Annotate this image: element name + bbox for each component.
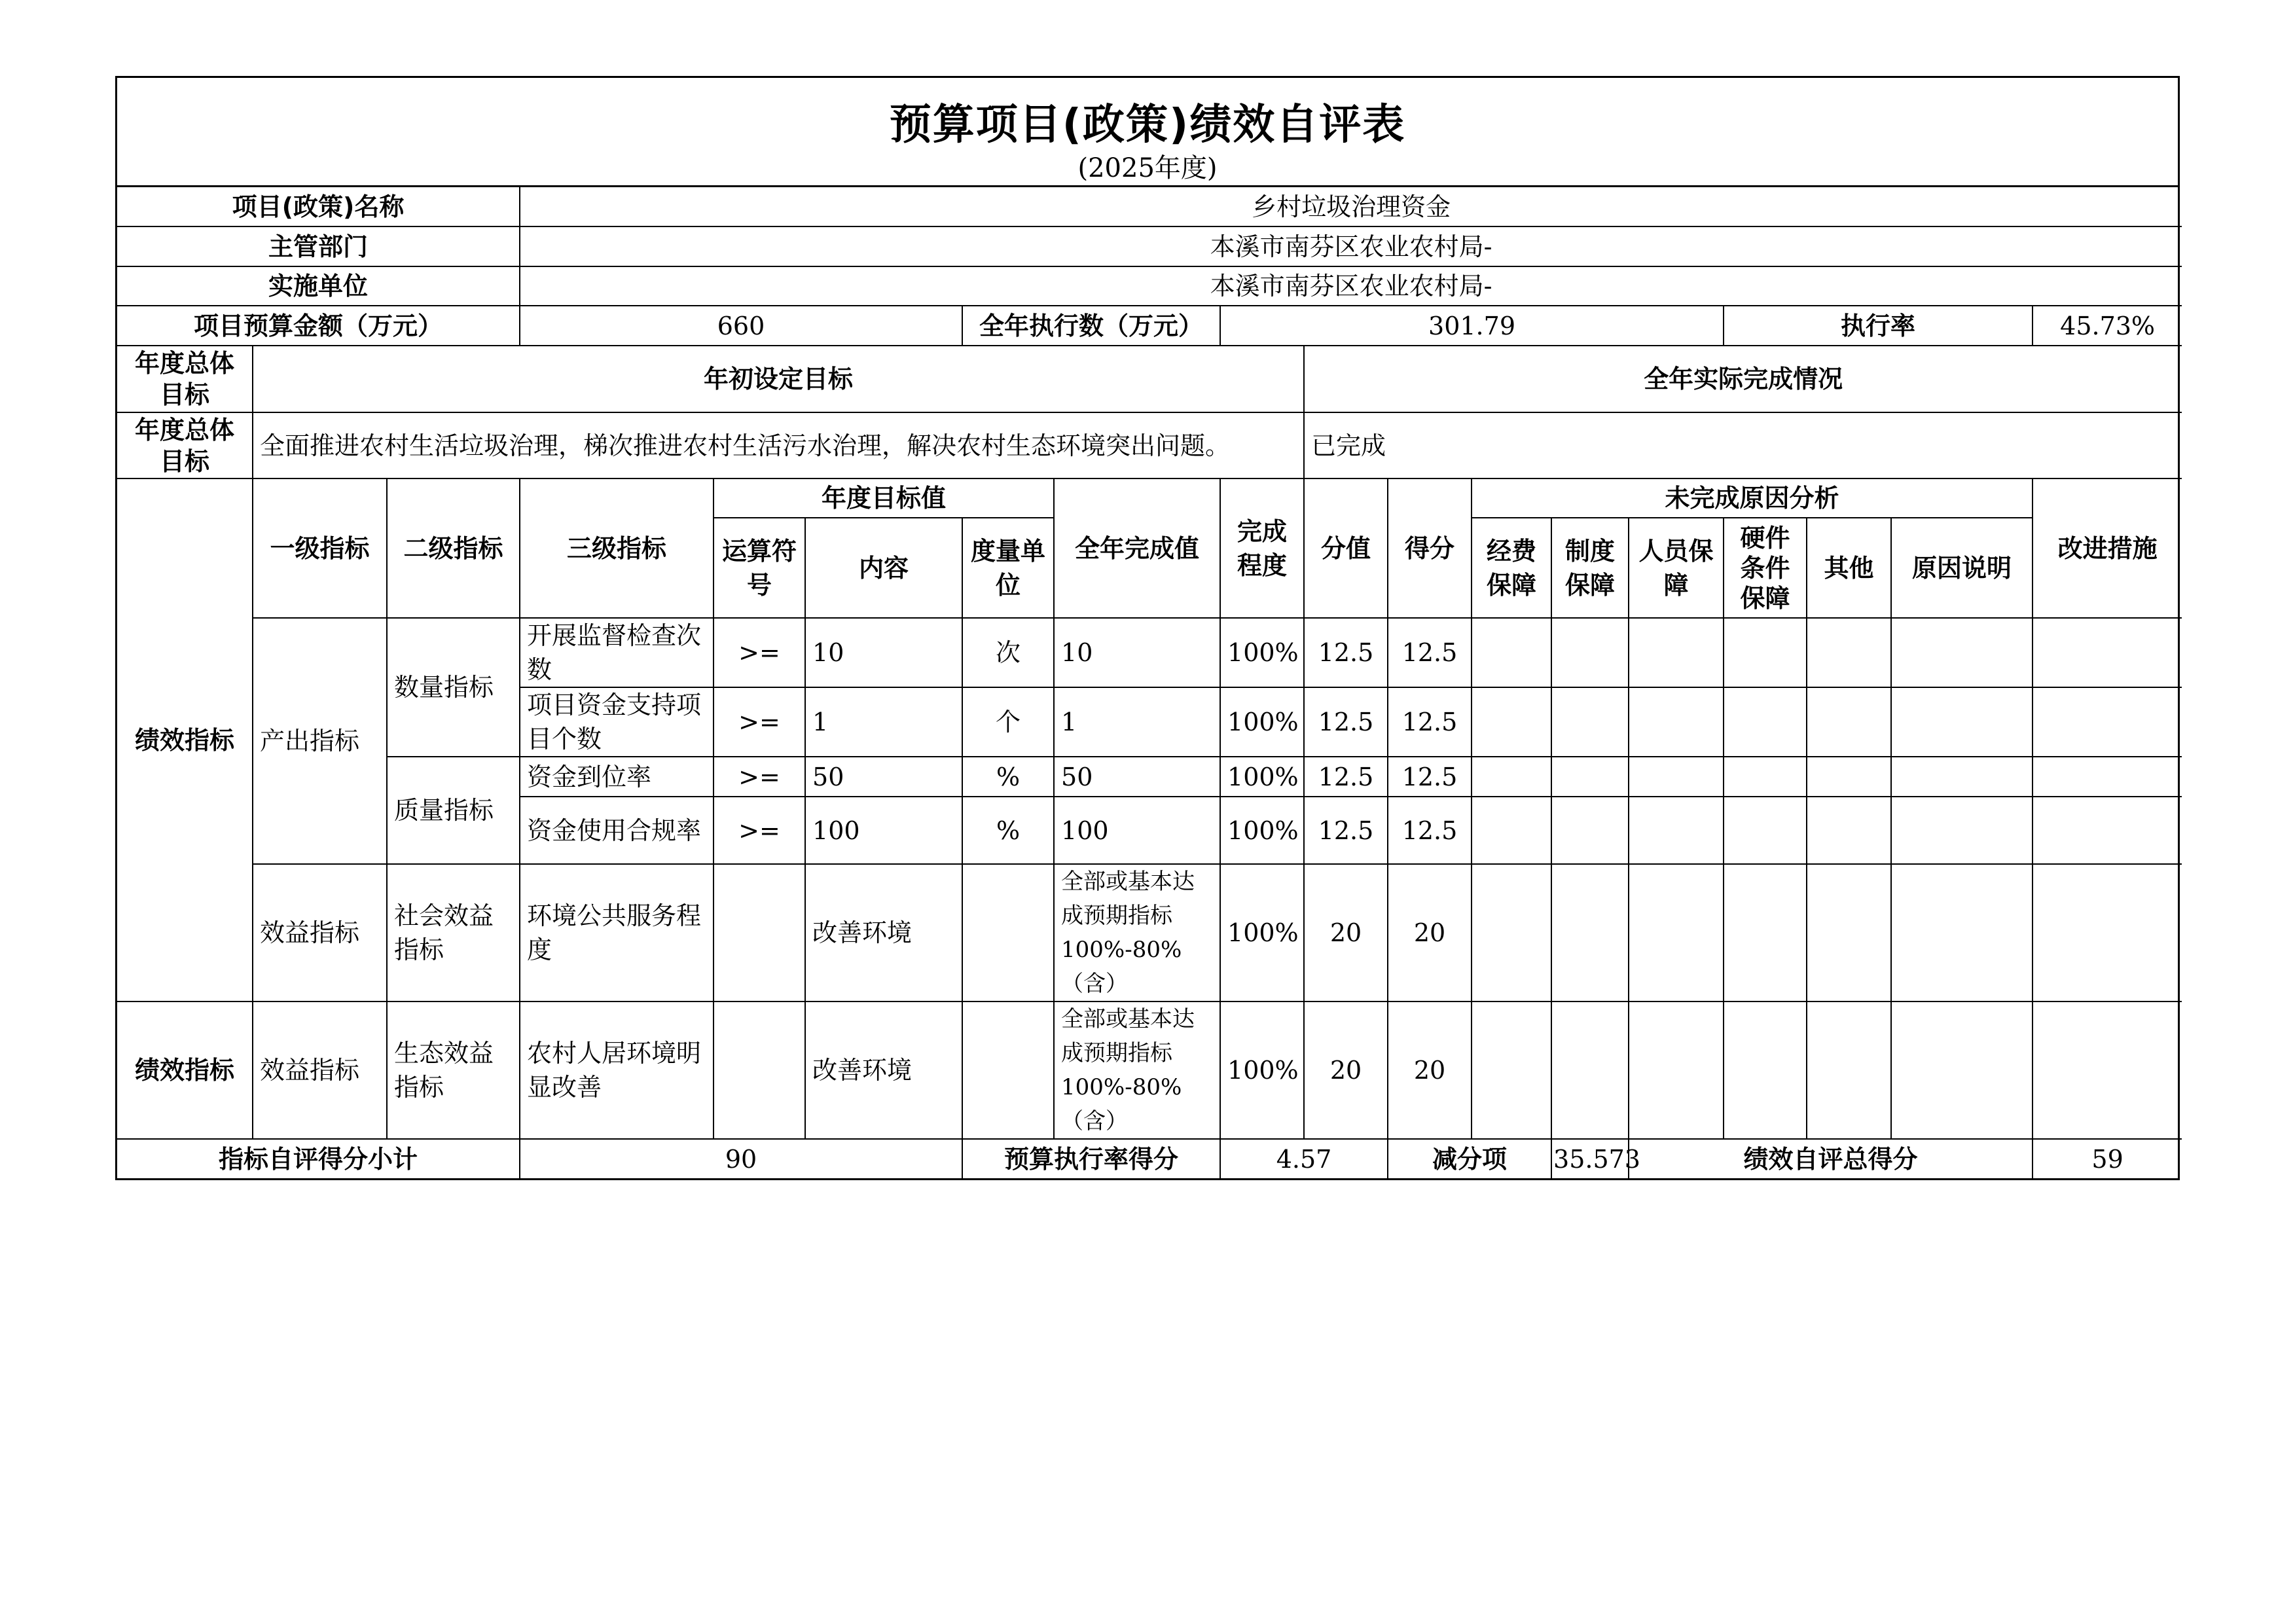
header-annual-target: 年度目标值: [714, 478, 1054, 518]
points-cell: 12.5: [1304, 797, 1388, 864]
degree-cell: 100%: [1220, 797, 1304, 864]
actual-cell: 50: [1054, 757, 1220, 797]
degree-cell: 100%: [1220, 1001, 1304, 1139]
content-cell: 100: [805, 797, 962, 864]
exec-score-label: 预算执行率得分: [962, 1139, 1220, 1178]
header-funding: 经费保障: [1472, 518, 1551, 618]
actual-cell: 全部或基本达成预期指标100%-80%（含）: [1054, 864, 1220, 1001]
operator-cell: >=: [714, 618, 805, 687]
header-level1: 一级指标: [253, 478, 387, 618]
perf-indicator-label-2: 绩效指标: [117, 1001, 253, 1139]
header-score: 得分: [1388, 478, 1472, 618]
points-cell: 12.5: [1304, 618, 1388, 687]
level3-cell: 环境公共服务程度: [520, 864, 714, 1001]
exec-label: 全年执行数（万元）: [962, 306, 1220, 346]
deduct-label: 减分项: [1388, 1139, 1551, 1178]
goal-label-2: 年度总体目标: [117, 412, 253, 478]
level3-cell: 开展监督检查次数: [520, 618, 714, 687]
score-cell: 12.5: [1388, 687, 1472, 757]
subtotal-value: 90: [520, 1139, 962, 1178]
table-row: [117, 1001, 2182, 1139]
evaluation-table: [117, 187, 2182, 1178]
unit-cell: 个: [962, 687, 1054, 757]
header-improve: 改进措施: [2033, 478, 2182, 618]
actual-cell: 100: [1054, 797, 1220, 864]
exec-value: 301.79: [1220, 306, 1724, 346]
degree-cell: 100%: [1220, 618, 1304, 687]
unit-label: 实施单位: [117, 266, 520, 306]
header-personnel: 人员保障: [1629, 518, 1724, 618]
operator-cell: [714, 864, 805, 1001]
rate-value: 45.73%: [2033, 306, 2182, 346]
form-title: 预算项目(政策)绩效自评表: [889, 101, 1406, 149]
points-cell: 20: [1304, 1001, 1388, 1139]
level2-cell: 生态效益指标: [387, 1001, 520, 1139]
level1-cell: 效益指标: [253, 864, 387, 1001]
score-cell: 12.5: [1388, 618, 1472, 687]
header-degree: 完成程度: [1220, 478, 1304, 618]
points-cell: 12.5: [1304, 687, 1388, 757]
unit-cell: [962, 864, 1054, 1001]
actual-cell: 全部或基本达成预期指标100%-80%（含）: [1054, 1001, 1220, 1139]
dept-label: 主管部门: [117, 226, 520, 266]
unit-cell: [962, 1001, 1054, 1139]
operator-cell: >=: [714, 757, 805, 797]
level2-cell: 数量指标: [387, 618, 520, 757]
header-reasons: 未完成原因分析: [1472, 478, 2033, 518]
unit-cell: 次: [962, 618, 1054, 687]
actual-cell: 1: [1054, 687, 1220, 757]
score-cell: 20: [1388, 864, 1472, 1001]
goal-set-text: 全面推进农村生活垃圾治理，梯次推进农村生活污水治理，解决农村生态环境突出问题。: [253, 412, 1304, 478]
budget-value: 660: [520, 306, 962, 346]
unit-value: 本溪市南芬区农业农村局-: [520, 266, 2182, 306]
level2-cell: 质量指标: [387, 757, 520, 864]
goal-set-header: 年初设定目标: [253, 346, 1304, 412]
evaluation-form: [115, 76, 2180, 1180]
header-points: 分值: [1304, 478, 1388, 618]
degree-cell: 100%: [1220, 687, 1304, 757]
unit-cell: %: [962, 797, 1054, 864]
rate-label: 执行率: [1724, 306, 2033, 346]
unit-cell: %: [962, 757, 1054, 797]
degree-cell: 100%: [1220, 864, 1304, 1001]
header-hardware: 硬件条件保障: [1724, 518, 1807, 618]
degree-cell: 100%: [1220, 757, 1304, 797]
operator-cell: >=: [714, 797, 805, 864]
title-block: [117, 78, 2178, 187]
goal-actual-header: 全年实际完成情况: [1304, 346, 2182, 412]
goal-actual-text: 已完成: [1304, 412, 2182, 478]
project-name-value: 乡村垃圾治理资金: [520, 187, 2182, 226]
budget-label: 项目预算金额（万元）: [117, 306, 520, 346]
form-year: (2025年度): [1077, 153, 1218, 183]
header-explain: 原因说明: [1891, 518, 2033, 618]
content-cell: 改善环境: [805, 1001, 962, 1139]
header-level2: 二级指标: [387, 478, 520, 618]
header-content: 内容: [805, 518, 962, 618]
score-cell: 20: [1388, 1001, 1472, 1139]
content-cell: 1: [805, 687, 962, 757]
level1-cell: 效益指标: [253, 1001, 387, 1139]
actual-cell: 10: [1054, 618, 1220, 687]
header-actual: 全年完成值: [1054, 478, 1220, 618]
total-value: 59: [2033, 1139, 2182, 1178]
subtotal-label: 指标自评得分小计: [117, 1139, 520, 1178]
operator-cell: >=: [714, 687, 805, 757]
table-row: [117, 757, 2182, 797]
level3-cell: 项目资金支持项目个数: [520, 687, 714, 757]
header-other: 其他: [1807, 518, 1891, 618]
content-cell: 10: [805, 618, 962, 687]
level3-cell: 资金使用合规率: [520, 797, 714, 864]
content-cell: 50: [805, 757, 962, 797]
level1-cell: 产出指标: [253, 618, 387, 864]
total-label: 绩效自评总得分: [1629, 1139, 2033, 1178]
header-operator: 运算符号: [714, 518, 805, 618]
goal-label: 年度总体目标: [117, 346, 253, 412]
operator-cell: [714, 1001, 805, 1139]
dept-value: 本溪市南芬区农业农村局-: [520, 226, 2182, 266]
header-system: 制度保障: [1551, 518, 1629, 618]
table-row: [117, 618, 2182, 687]
score-cell: 12.5: [1388, 757, 1472, 797]
deduct-value: 35.573: [1551, 1139, 1629, 1178]
perf-indicator-label: 绩效指标: [117, 478, 253, 1001]
table-row: [117, 864, 2182, 1001]
score-cell: 12.5: [1388, 797, 1472, 864]
header-level3: 三级指标: [520, 478, 714, 618]
level2-cell: 社会效益指标: [387, 864, 520, 1001]
exec-score-value: 4.57: [1220, 1139, 1388, 1178]
header-unit: 度量单位: [962, 518, 1054, 618]
content-cell: 改善环境: [805, 864, 962, 1001]
points-cell: 20: [1304, 864, 1388, 1001]
points-cell: 12.5: [1304, 757, 1388, 797]
level3-cell: 资金到位率: [520, 757, 714, 797]
project-name-label: 项目(政策)名称: [117, 187, 520, 226]
level3-cell: 农村人居环境明显改善: [520, 1001, 714, 1139]
